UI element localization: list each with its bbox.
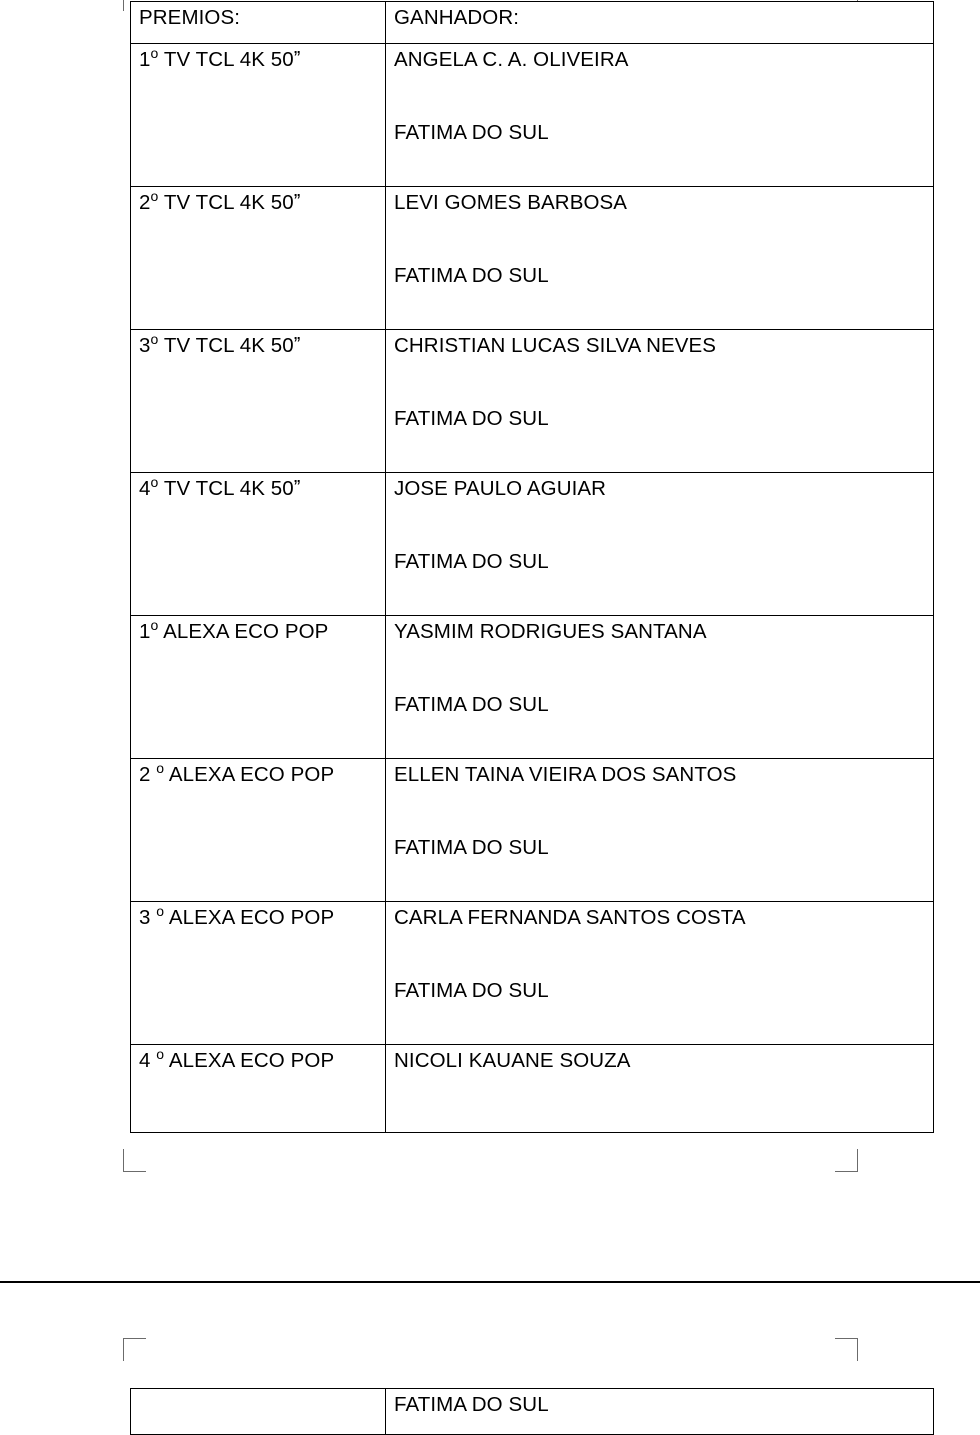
cell-prize: [131, 1389, 386, 1435]
prize-rank: 2: [139, 191, 151, 214]
cell-winner: [386, 902, 934, 1045]
cell-winner: [386, 1389, 934, 1435]
winner-city: FATIMA DO SUL: [394, 406, 549, 430]
ordinal-marker-icon: o: [150, 474, 159, 491]
winner-city: FATIMA DO SUL: [394, 692, 549, 716]
winner-name: ANGELA C. A. OLIVEIRA: [394, 48, 629, 71]
winner-city: FATIMA DO SUL: [394, 835, 549, 859]
cell-prize: [131, 473, 386, 616]
prize-text: [139, 45, 385, 71]
winner-name: LEVI GOMES BARBOSA: [394, 191, 628, 214]
winner-city: FATIMA DO SUL: [394, 120, 549, 144]
table-row: [131, 473, 934, 616]
table-row: [131, 759, 934, 902]
ordinal-marker-icon: o: [150, 45, 159, 62]
winner-city: FATIMA DO SUL: [394, 1393, 549, 1416]
cell-prize: [131, 330, 386, 473]
prize-label: ALEXA ECO POP: [158, 620, 329, 643]
prize-rank: 3: [139, 906, 157, 929]
header-cell-prize: [131, 2, 386, 44]
table-row: [131, 1045, 934, 1133]
table-row: [131, 902, 934, 1045]
table-row: [131, 1389, 934, 1435]
prize-rank: 3: [139, 334, 151, 357]
cell-winner: [386, 330, 934, 473]
prize-label: TV TCL 4K 50ˮ: [158, 477, 301, 500]
prize-winners-table-continued: [130, 1388, 934, 1435]
table-header-row: [131, 2, 934, 44]
ordinal-marker-icon: o: [150, 331, 159, 348]
cell-prize: [131, 1045, 386, 1133]
winner-name: JOSE PAULO AGUIAR: [394, 477, 607, 500]
prize-rank: 2: [139, 763, 157, 786]
header-winner-label: GANHADOR:: [394, 6, 520, 29]
ordinal-marker-icon: o: [150, 617, 159, 634]
prize-rank: 4: [139, 477, 151, 500]
cell-prize: [131, 616, 386, 759]
prize-label: ALEXA ECO POP: [164, 906, 335, 929]
ordinal-marker-icon: o: [156, 760, 165, 777]
prize-text: [139, 474, 385, 500]
prize-text: [139, 903, 385, 929]
cell-winner: [386, 616, 934, 759]
winner-name: NICOLI KAUANE SOUZA: [394, 1049, 631, 1072]
prize-label: TV TCL 4K 50ˮ: [158, 334, 301, 357]
crop-mark-page2-top-right: [835, 1338, 858, 1361]
cell-prize: [131, 902, 386, 1045]
prize-text: [139, 617, 385, 643]
winner-city: FATIMA DO SUL: [394, 978, 549, 1002]
prize-label: ALEXA ECO POP: [164, 1049, 335, 1072]
crop-mark-bottom-left: [123, 1149, 146, 1172]
prize-text: [139, 1394, 385, 1408]
winner-name: ELLEN TAINA VIEIRA DOS SANTOS: [394, 763, 737, 786]
cell-prize: [131, 44, 386, 187]
cell-winner: [386, 187, 934, 330]
winner-name: YASMIM RODRIGUES SANTANA: [394, 620, 707, 643]
table-row: [131, 330, 934, 473]
prize-text: [139, 760, 385, 786]
crop-mark-bottom-right: [835, 1149, 858, 1172]
winner-city: FATIMA DO SUL: [394, 549, 549, 573]
table-row: [131, 187, 934, 330]
crop-mark-page2-top-left: [123, 1338, 146, 1361]
winner-name: CHRISTIAN LUCAS SILVA NEVES: [394, 334, 717, 357]
ordinal-marker-icon: o: [150, 188, 159, 205]
ordinal-marker-icon: o: [156, 1046, 165, 1063]
ordinal-marker-icon: o: [156, 903, 165, 920]
prize-rank: 4: [139, 1049, 157, 1072]
page-separator: [0, 1281, 980, 1283]
table-row: [131, 616, 934, 759]
prize-text: [139, 1046, 385, 1072]
prize-text: [139, 188, 385, 214]
cell-winner: [386, 759, 934, 902]
prize-label: ALEXA ECO POP: [164, 763, 335, 786]
winner-name: CARLA FERNANDA SANTOS COSTA: [394, 906, 746, 929]
cell-winner: [386, 1045, 934, 1133]
winner-city: FATIMA DO SUL: [394, 263, 549, 287]
cell-prize: [131, 759, 386, 902]
header-prize-label: PREMIOS:: [139, 6, 241, 29]
prize-rank: 1: [139, 620, 151, 643]
cell-prize: [131, 187, 386, 330]
cell-winner: [386, 44, 934, 187]
prize-label: TV TCL 4K 50ˮ: [158, 191, 301, 214]
prize-rank: 1: [139, 48, 151, 71]
prize-text: [139, 331, 385, 357]
table-row: [131, 44, 934, 187]
header-cell-winner: [386, 2, 934, 44]
prize-winners-table: [130, 1, 934, 1133]
prize-label: TV TCL 4K 50ˮ: [158, 48, 301, 71]
cell-winner: [386, 473, 934, 616]
